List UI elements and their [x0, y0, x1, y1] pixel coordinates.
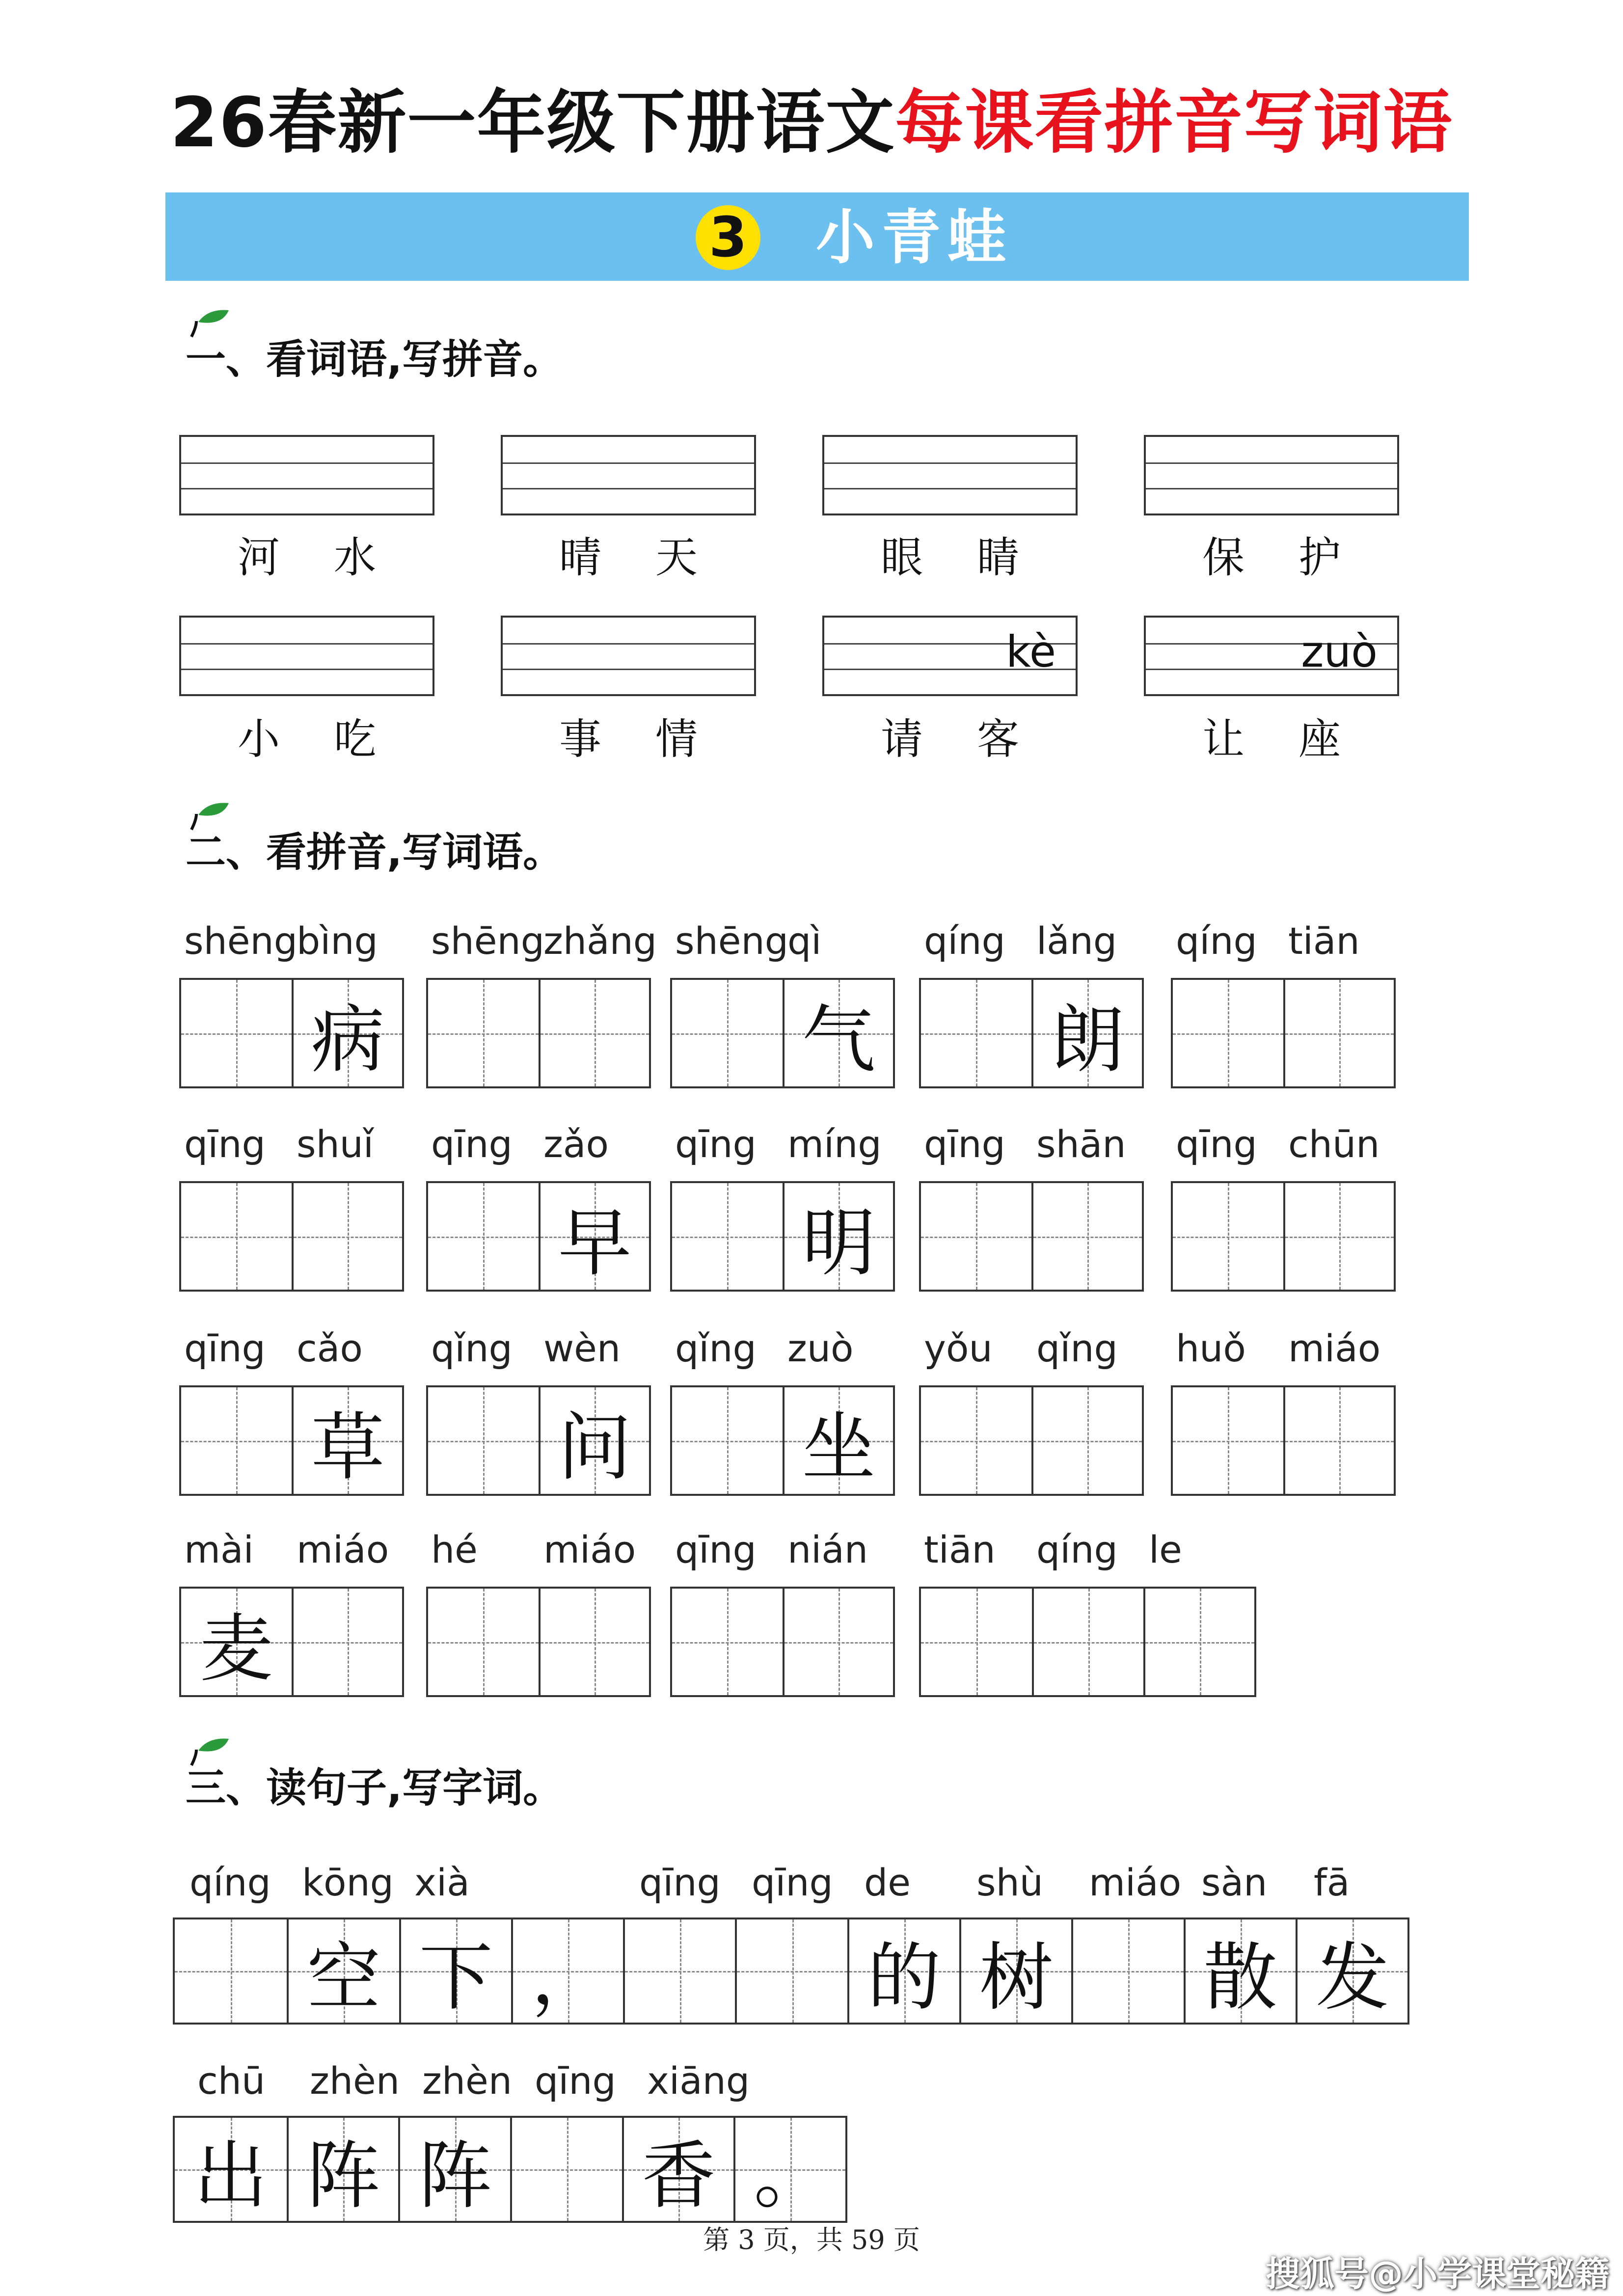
char-cell[interactable] [783, 1387, 893, 1494]
char-grid[interactable] [670, 1181, 895, 1292]
pinyin-writing-box[interactable] [501, 435, 756, 515]
given-char [672, 1183, 783, 1290]
pinyin-label: zhèn [310, 2059, 400, 2103]
pinyin-writing-box[interactable] [501, 616, 756, 696]
char-grid[interactable] [919, 978, 1144, 1088]
char-cell[interactable] [735, 1919, 847, 2023]
given-char: 空 [307, 1935, 381, 2021]
char-cell[interactable] [292, 1589, 402, 1695]
char-cell[interactable] [181, 980, 292, 1086]
char-grid[interactable] [426, 1181, 651, 1292]
char-cell[interactable] [428, 980, 539, 1086]
vocab-word: 请客 [881, 715, 1073, 764]
char-cell[interactable] [1031, 980, 1142, 1086]
pinyin-label: nián [787, 1528, 868, 1571]
char-cell[interactable] [287, 2118, 399, 2221]
char-cell[interactable] [1173, 1183, 1283, 1290]
char-cell[interactable] [1143, 1589, 1254, 1695]
pinyin-label: zǎo [543, 1122, 609, 1166]
pinyin-label: qǐng [675, 1326, 757, 1370]
pinyin-label: miáo [1288, 1326, 1381, 1370]
sentence-grid[interactable] [173, 1918, 1409, 2025]
pinyin-label: shuǐ [297, 1122, 374, 1166]
given-char: 朗 [1051, 997, 1125, 1083]
char-cell[interactable] [959, 1919, 1071, 2023]
section-1-title: 一、看词语,写拼音。 [186, 336, 564, 383]
pinyin-label: shēng [431, 919, 544, 963]
given-char: 阵 [306, 2134, 380, 2219]
pinyin-label: shēng [675, 919, 788, 963]
section-2-title: 二、看拼音,写词语。 [186, 829, 564, 876]
pinyin-label: huǒ [1176, 1326, 1246, 1370]
char-cell[interactable] [921, 1387, 1031, 1494]
char-cell[interactable] [287, 1919, 399, 2023]
char-cell[interactable] [623, 1919, 735, 2023]
given-char [428, 1387, 539, 1494]
char-cell[interactable] [292, 1183, 402, 1290]
pinyin-label: de [864, 1861, 911, 1904]
given-char [1173, 1183, 1283, 1290]
char-cell[interactable] [539, 1589, 649, 1695]
given-char: 麦 [199, 1606, 273, 1692]
given-char [294, 1183, 402, 1290]
pinyin-label: qǐng [431, 1326, 513, 1370]
given-char [921, 1589, 1032, 1695]
given-char [1033, 1387, 1142, 1494]
char-grid[interactable] [919, 1181, 1144, 1292]
char-grid[interactable] [179, 1587, 404, 1697]
char-cell[interactable] [510, 2118, 622, 2221]
pinyin-label: miáo [543, 1528, 636, 1571]
pinyin-label: chū [197, 2059, 266, 2103]
pinyin-writing-box[interactable] [1144, 616, 1399, 696]
char-cell[interactable] [428, 1183, 539, 1290]
char-grid[interactable] [179, 978, 404, 1088]
char-cell[interactable] [1173, 980, 1283, 1086]
pinyin-label: xiāng [647, 2059, 750, 2103]
char-cell[interactable] [181, 1589, 292, 1695]
vocab-word: 事情 [559, 715, 752, 764]
char-cell[interactable] [672, 1589, 783, 1695]
pinyin-label: miáo [1089, 1861, 1182, 1904]
given-char [1034, 1589, 1143, 1695]
given-char [672, 980, 783, 1086]
pinyin-label: qīng [675, 1122, 757, 1166]
pinyin-label: qǐng [1036, 1326, 1118, 1370]
given-char [294, 1589, 402, 1695]
lesson-title: 小青蛙 [816, 204, 1013, 272]
pinyin-label: xià [414, 1861, 470, 1904]
pinyin-writing-box[interactable] [822, 435, 1078, 515]
pinyin-label: zhèn [422, 2059, 512, 2103]
char-grid[interactable] [919, 1385, 1144, 1496]
pinyin-writing-box[interactable] [179, 435, 434, 515]
char-cell[interactable] [539, 1183, 649, 1290]
pinyin-label: zuò [787, 1326, 854, 1370]
given-char: 发 [1315, 1935, 1389, 2021]
given-char [737, 1919, 847, 2023]
given-char: 阵 [418, 2134, 492, 2219]
title-part-red: 每课看拼音写词语 [895, 83, 1453, 163]
char-cell[interactable] [399, 1919, 511, 2023]
char-cell[interactable] [1296, 1919, 1407, 2023]
char-cell[interactable] [921, 980, 1031, 1086]
char-grid[interactable] [426, 978, 651, 1088]
page-footer: 第 3 页，共 59 页 [703, 2224, 920, 2255]
char-grid[interactable] [426, 1587, 651, 1697]
pinyin-label: míng [787, 1122, 882, 1166]
pinyin-label: mài [184, 1528, 254, 1571]
char-cell[interactable] [428, 1387, 539, 1494]
pinyin-label: sàn [1201, 1861, 1268, 1904]
pinyin-label: hé [431, 1528, 478, 1571]
title-part-black: 26春新一年级下册语文 [170, 83, 895, 163]
char-grid[interactable] [670, 978, 895, 1088]
char-cell[interactable] [1283, 980, 1394, 1086]
pinyin-writing-box[interactable] [179, 616, 434, 696]
char-cell[interactable] [847, 1919, 959, 2023]
char-cell[interactable] [1031, 1183, 1142, 1290]
pinyin-label: qīng [924, 1122, 1005, 1166]
given-char [784, 1589, 893, 1695]
char-grid[interactable] [1171, 1181, 1396, 1292]
given-char [428, 980, 539, 1086]
given-char [512, 2118, 622, 2221]
pinyin-label: qíng [1036, 1528, 1118, 1571]
given-char [181, 1387, 292, 1494]
char-cell[interactable] [921, 1183, 1031, 1290]
pinyin-label: qīng [675, 1528, 757, 1571]
pinyin-label: zhǎng [543, 919, 657, 963]
char-grid[interactable] [670, 1587, 895, 1697]
vocab-word: 让座 [1202, 715, 1395, 764]
char-cell[interactable] [783, 1589, 893, 1695]
pinyin-label: shēng [184, 919, 298, 963]
char-cell[interactable] [783, 1183, 893, 1290]
pinyin-label: bìng [297, 919, 378, 963]
given-char: 气 [802, 997, 876, 1083]
char-grid[interactable] [1171, 1385, 1396, 1496]
char-grid[interactable] [919, 1587, 1256, 1697]
given-char: ， [531, 1935, 605, 2021]
char-cell[interactable] [1071, 1919, 1183, 2023]
char-cell[interactable] [181, 1183, 292, 1290]
pinyin-label: qīng [431, 1122, 513, 1166]
pinyin-label: tiān [1288, 919, 1360, 963]
char-cell[interactable] [672, 1387, 783, 1494]
given-char [541, 980, 649, 1086]
vocab-word: 保护 [1202, 533, 1395, 582]
char-cell[interactable] [1283, 1387, 1394, 1494]
given-char: 散 [1203, 1935, 1277, 2021]
pinyin-label: cǎo [297, 1326, 363, 1370]
given-char: 问 [558, 1405, 632, 1490]
pinyin-label: tiān [924, 1528, 996, 1571]
char-cell[interactable] [1031, 1387, 1142, 1494]
char-cell[interactable] [511, 1919, 623, 2023]
pinyin-label: qīng [639, 1861, 721, 1904]
char-cell[interactable] [539, 1387, 649, 1494]
given-char [921, 980, 1031, 1086]
char-grid[interactable] [1171, 978, 1396, 1088]
given-char [181, 1183, 292, 1290]
given-char [541, 1589, 649, 1695]
char-cell[interactable] [1283, 1183, 1394, 1290]
pinyin-label: qīng [752, 1861, 833, 1904]
given-char [921, 1387, 1031, 1494]
pinyin-label: kōng [302, 1861, 394, 1904]
char-cell[interactable] [1032, 1589, 1143, 1695]
char-cell[interactable] [921, 1589, 1032, 1695]
given-char: 病 [311, 997, 385, 1083]
sentence-grid[interactable] [173, 2116, 847, 2223]
pinyin-hint: zuò [1301, 626, 1378, 677]
char-cell[interactable] [175, 1919, 287, 2023]
pinyin-label: shān [1036, 1122, 1126, 1166]
char-cell[interactable] [292, 1387, 402, 1494]
given-char [625, 1919, 735, 2023]
pinyin-label: shù [976, 1861, 1043, 1904]
char-cell[interactable] [672, 1183, 783, 1290]
given-char [672, 1589, 783, 1695]
char-grid[interactable] [670, 1385, 895, 1496]
pinyin-label: qíng [1176, 919, 1257, 963]
pinyin-label: miáo [297, 1528, 389, 1571]
pinyin-label: chūn [1288, 1122, 1380, 1166]
lesson-number-badge: 3 [696, 205, 760, 270]
pinyin-writing-box[interactable] [822, 616, 1078, 696]
char-grid[interactable] [179, 1181, 404, 1292]
pinyin-label: qíng [189, 1861, 271, 1904]
char-grid[interactable] [426, 1385, 651, 1496]
char-grid[interactable] [179, 1385, 404, 1496]
char-cell[interactable] [539, 980, 649, 1086]
given-char [672, 1387, 783, 1494]
char-cell[interactable] [292, 980, 402, 1086]
pinyin-label: lǎng [1036, 919, 1117, 963]
given-char [1285, 980, 1394, 1086]
given-char: 下 [419, 1935, 493, 2021]
given-char: 早 [558, 1200, 632, 1286]
vocab-word: 小吃 [238, 715, 430, 764]
given-char [428, 1589, 539, 1695]
char-cell[interactable] [428, 1589, 539, 1695]
given-char: 香 [642, 2134, 716, 2219]
given-char: 明 [802, 1200, 876, 1286]
pinyin-label: qì [787, 919, 822, 963]
char-cell[interactable] [175, 2118, 287, 2221]
given-char: 出 [193, 2134, 268, 2219]
given-char: 的 [867, 1935, 941, 2021]
given-char [175, 1919, 287, 2023]
section-3-title: 三、读句子,写字词。 [186, 1765, 564, 1811]
given-char [1145, 1589, 1254, 1695]
char-cell[interactable] [672, 980, 783, 1086]
char-cell[interactable] [181, 1387, 292, 1494]
char-cell[interactable] [1173, 1387, 1283, 1494]
given-char: 坐 [802, 1405, 876, 1490]
pinyin-label: le [1149, 1528, 1182, 1571]
pinyin-label: yǒu [924, 1326, 993, 1370]
char-cell[interactable] [733, 2118, 845, 2221]
char-cell[interactable] [1184, 1919, 1296, 2023]
given-char [1173, 1387, 1283, 1494]
pinyin-label: qīng [184, 1326, 266, 1370]
pinyin-label: fā [1314, 1861, 1350, 1904]
given-char [428, 1183, 539, 1290]
given-char [1285, 1183, 1394, 1290]
given-char [1073, 1919, 1183, 2023]
pinyin-label: wèn [543, 1326, 621, 1370]
watermark: 搜狐号@小学课堂秘籍 [1266, 2254, 1609, 2294]
vocab-word: 河水 [238, 533, 430, 582]
given-char [1285, 1387, 1394, 1494]
char-cell[interactable] [783, 980, 893, 1086]
char-cell[interactable] [622, 2118, 734, 2221]
char-cell[interactable] [398, 2118, 510, 2221]
page-title [0, 68, 1623, 166]
given-char: 草 [311, 1405, 385, 1490]
pinyin-writing-box[interactable] [1144, 435, 1399, 515]
given-char [1033, 1183, 1142, 1290]
pinyin-label: qīng [535, 2059, 616, 2103]
pinyin-label: qīng [184, 1122, 266, 1166]
pinyin-hint: kè [1006, 626, 1056, 677]
given-char [1173, 980, 1283, 1086]
given-char [181, 980, 292, 1086]
vocab-word: 晴天 [559, 533, 752, 582]
given-char: 树 [979, 1935, 1054, 2021]
vocab-word: 眼睛 [881, 533, 1073, 582]
given-char [921, 1183, 1031, 1290]
pinyin-label: qīng [1176, 1122, 1257, 1166]
pinyin-label: qíng [924, 919, 1005, 963]
given-char: 。 [754, 2134, 828, 2219]
